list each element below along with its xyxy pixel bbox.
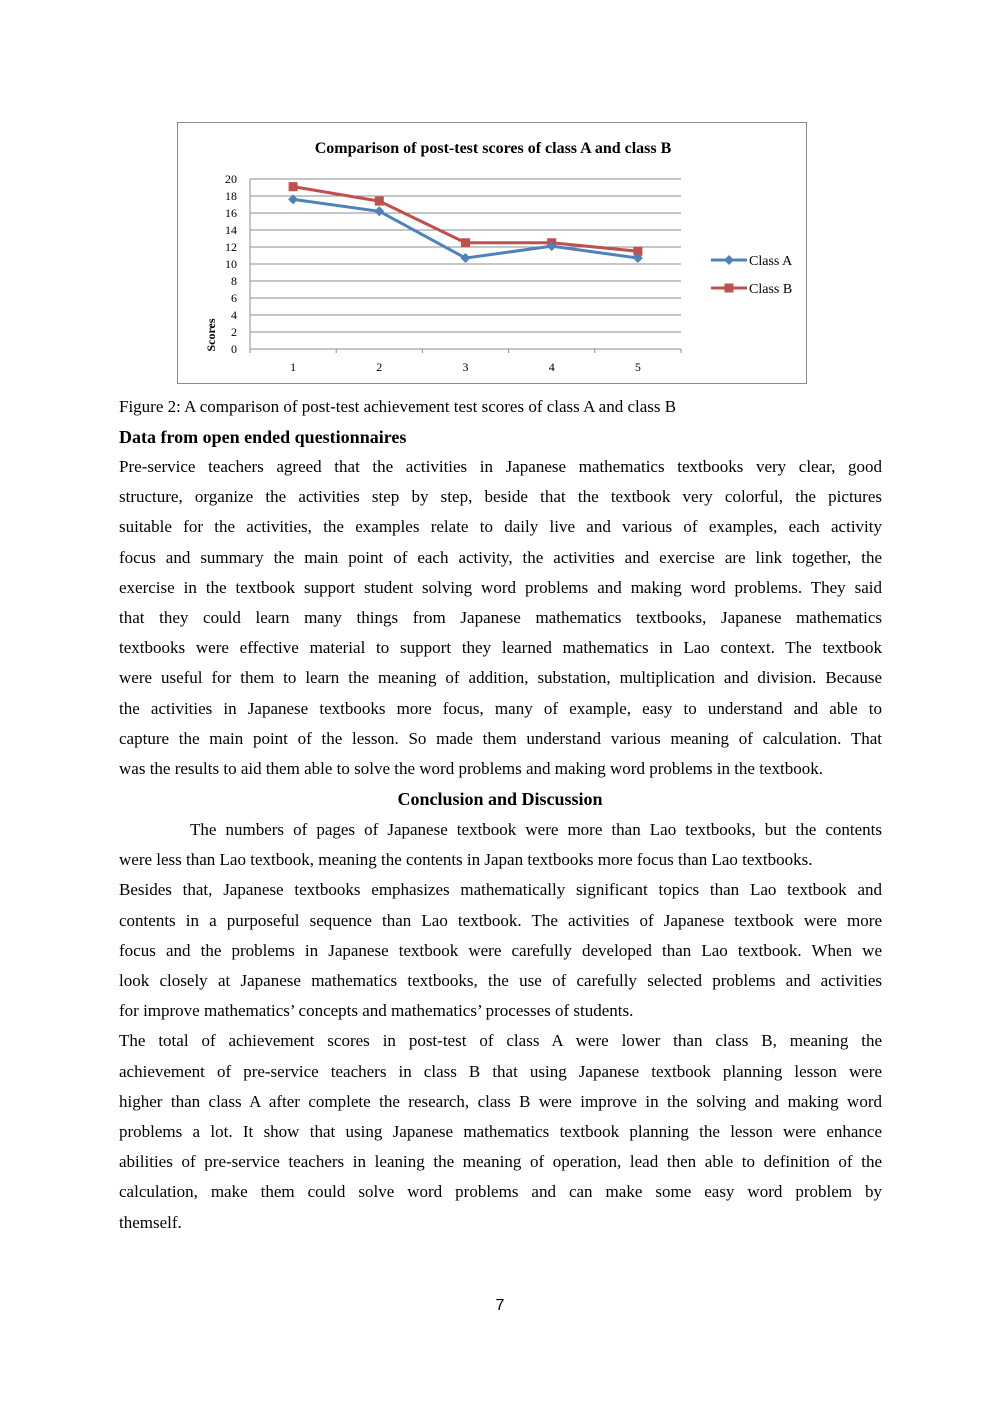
text-line: textbooks were effective material to support they learned mathematics in Lao context. The textbook	[119, 638, 882, 658]
data-point-class-b	[461, 238, 470, 247]
text-line: The numbers of pages of Japanese textbook were more than Lao textbooks, but the contents	[190, 820, 882, 839]
text-line: the activities in Japanese textbooks more focus, many of example, easy to understand and able to	[119, 698, 882, 718]
x-tick-label: 1	[290, 360, 297, 374]
y-tick-label: 10	[225, 257, 237, 271]
questionnaire-paragraph	[119, 452, 882, 784]
text-line: contents in a purposeful sequence than Lao textbook. The activities of Japanese textbook were more	[119, 910, 882, 930]
y-tick-label: 4	[231, 308, 237, 322]
chart-frame	[177, 122, 807, 384]
text-line: problems a lot. It show that using Japanese mathematics textbook planning the lesson were enhance	[119, 1121, 882, 1141]
text-line: capture the main point of the lesson. So made them understand various meaning of calculation. That	[119, 728, 882, 748]
text-line: suitable for the activities, the examples relate to daily live and various of examples, each activity	[119, 517, 882, 537]
text-line: Pre-service teachers agreed that the activities in Japanese mathematics textbooks very clear, good	[119, 457, 882, 476]
line-chart	[178, 123, 808, 385]
y-tick-label: 12	[225, 240, 237, 254]
text-line: look closely at Japanese mathematics textbooks, the use of carefully selected problems and activities	[119, 970, 882, 990]
text-line: The total of achievement scores in post-test of class A were lower than class B, meaning the	[119, 1031, 882, 1051]
conclusion-paragraph-3	[119, 1026, 882, 1237]
y-axis-label: Scores	[204, 318, 218, 352]
legend-label: Class B	[749, 282, 793, 297]
text-line: focus and summary the main point of each activity, the activities and exercise are link together, the	[119, 547, 882, 567]
y-tick-label: 14	[225, 223, 237, 237]
y-tick-label: 8	[231, 274, 237, 288]
figure-caption: Figure 2: A comparison of post-test achievement test scores of class A and class B	[119, 397, 677, 416]
text-line: structure, organize the activities step by step, beside that the textbook very colorful, the pictures	[119, 487, 882, 507]
y-tick-label: 16	[225, 206, 237, 220]
x-tick-label: 4	[548, 360, 555, 374]
chart-title: Comparison of post-test scores of class A and class B	[314, 140, 672, 157]
text-line: was the results to aid them able to solve the word problems and making word problems in the textbook.	[119, 758, 823, 778]
text-line: themself.	[119, 1212, 182, 1232]
y-tick-label: 0	[231, 342, 237, 356]
text-line: were less than Lao textbook, meaning the contents in Japan textbooks more focus than Lao textbooks.	[119, 850, 813, 870]
conclusion-paragraph-1	[119, 815, 882, 875]
conclusion-paragraph-2	[119, 875, 882, 1026]
text-line: Besides that, Japanese textbooks emphasizes mathematically significant topics than Lao textbook and	[119, 880, 882, 900]
text-line: exercise in the textbook support student solving word problems and making word problems. They said	[119, 577, 882, 597]
text-line: higher than class A after complete the research, class B were improve in the solving and making word	[119, 1091, 882, 1111]
page-number: 7	[495, 1297, 505, 1314]
text-line: achievement of pre-service teachers in class B that using Japanese textbook planning lesson were	[119, 1061, 882, 1081]
data-point-class-b	[289, 182, 298, 191]
text-line: for improve mathematics’ concepts and mathematics’ processes of students.	[119, 1001, 634, 1021]
text-line: focus and the problems in Japanese textbook were carefully developed than Lao textbook. When we	[119, 940, 882, 960]
text-line: were useful for them to learn the meaning of addition, substation, multiplication and division. Because	[119, 668, 882, 688]
y-tick-label: 6	[231, 291, 237, 305]
x-tick-label: 5	[634, 360, 641, 374]
y-tick-label: 18	[225, 189, 237, 203]
section-heading-questionnaires: Data from open ended questionnaires	[119, 427, 407, 447]
section-heading-conclusion: Conclusion and Discussion	[397, 789, 603, 809]
text-line: abilities of pre-service teachers in leaning the meaning of operation, lead then able to definition of the	[119, 1152, 882, 1172]
series-line-class-a	[293, 199, 638, 258]
text-line: calculation, make them could solve word problems and can make some easy word problem by	[119, 1182, 882, 1202]
x-tick-label: 2	[376, 360, 383, 374]
y-tick-label: 2	[231, 325, 237, 339]
y-tick-label: 20	[225, 172, 237, 186]
legend-swatch-marker	[725, 284, 734, 293]
x-tick-label: 3	[462, 360, 469, 374]
text-line: that they could learn many things from Japanese mathematics textbooks, Japanese mathematics	[119, 607, 882, 627]
data-point-class-b	[375, 197, 384, 206]
legend-label: Class A	[749, 254, 793, 269]
legend-swatch-marker	[724, 255, 734, 265]
